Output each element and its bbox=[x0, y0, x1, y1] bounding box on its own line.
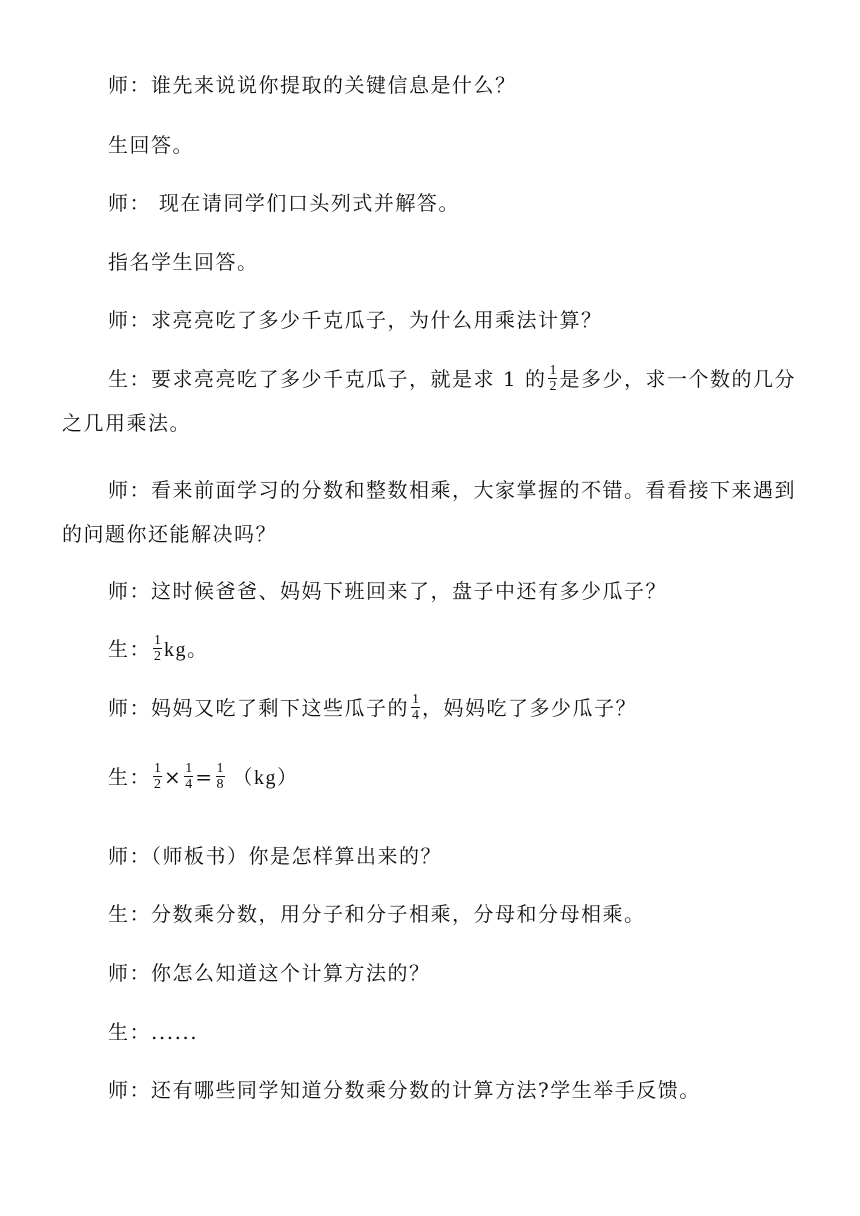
paragraph-text-before: 生：要求亮亮吃了多少千克瓜子，就是求 1 的 bbox=[108, 367, 547, 391]
paragraph-teacher-question-key-info: 师：谁先来说说你提取的关键信息是什么？ bbox=[108, 73, 517, 97]
paragraph-teacher-fraction-times-integer: 师：看来前面学习的分数和整数相乘，大家掌握的不错。看看接下来遇到的问题你还能解决吗？ bbox=[62, 478, 796, 546]
fraction-denominator: 2 bbox=[154, 649, 161, 664]
fraction-denominator: 4 bbox=[412, 708, 419, 723]
paragraph-teacher-how-know: 师：你怎么知道这个计算方法的？ bbox=[108, 961, 431, 985]
equals-operator: = bbox=[195, 765, 214, 789]
paragraph-student-explain-multiply bbox=[62, 357, 802, 445]
paragraph-text-before: 师：妈妈又吃了剩下这些瓜子的 bbox=[108, 696, 409, 720]
paragraph-text-after: kg。 bbox=[164, 639, 209, 661]
paragraph-teacher-mom-ate-quarter bbox=[62, 686, 802, 730]
paragraph-text-after: 是多少，求一个数的几分之几用乘法。 bbox=[62, 367, 796, 435]
paragraph-teacher-other-students: 师：还有哪些同学知道分数乘分数的计算方法?学生举手反馈。 bbox=[108, 1078, 701, 1102]
fraction-numerator: 1 bbox=[154, 633, 161, 648]
paragraph-text-before: 生： bbox=[108, 765, 151, 789]
fraction-second bbox=[184, 761, 193, 792]
fraction-denominator: 8 bbox=[216, 777, 224, 792]
fraction-numerator: 1 bbox=[412, 692, 419, 707]
paragraph-teacher-oral-formula: 师： 现在请同学们口头列式并解答。 bbox=[108, 191, 460, 215]
paragraph-student-half-kg bbox=[62, 627, 802, 672]
fraction-denominator: 2 bbox=[154, 777, 161, 792]
fraction-denominator: 2 bbox=[549, 379, 557, 394]
paragraph-student-equation bbox=[62, 755, 802, 800]
fraction-result bbox=[216, 761, 225, 792]
fraction-numerator: 1 bbox=[154, 761, 161, 776]
paragraph-student-method: 生：分数乘分数，用分子和分子相乘，分母和分母相乘。 bbox=[108, 902, 646, 926]
fraction-denominator: 4 bbox=[185, 777, 193, 792]
fraction-numerator: 1 bbox=[216, 761, 224, 776]
paragraph-teacher-why-multiply: 师：求亮亮吃了多少千克瓜子，为什么用乘法计算？ bbox=[108, 308, 603, 332]
paragraph-teacher-how-calculated: 师：（师板书）你是怎样算出来的？ bbox=[108, 844, 442, 868]
fraction bbox=[548, 363, 557, 394]
fraction-numerator: 1 bbox=[549, 363, 557, 378]
unit-label: （kg） bbox=[232, 767, 299, 789]
multiply-operator: × bbox=[164, 765, 183, 789]
fraction-numerator: 1 bbox=[185, 761, 193, 776]
paragraph-named-student-answer: 指名学生回答。 bbox=[108, 250, 259, 274]
paragraph-text-after: ，妈妈吃了多少瓜子？ bbox=[422, 696, 637, 720]
fraction bbox=[153, 633, 162, 664]
fraction-first bbox=[153, 761, 162, 792]
paragraph-student-ellipsis: 生：...... bbox=[108, 1020, 199, 1044]
paragraph-teacher-parents-return: 师：这时候爸爸、妈妈下班回来了，盘子中还有多少瓜子？ bbox=[108, 579, 667, 603]
fraction bbox=[411, 692, 420, 723]
paragraph-text-before: 生： bbox=[108, 637, 151, 661]
paragraph-student-answer: 生回答。 bbox=[108, 133, 194, 157]
